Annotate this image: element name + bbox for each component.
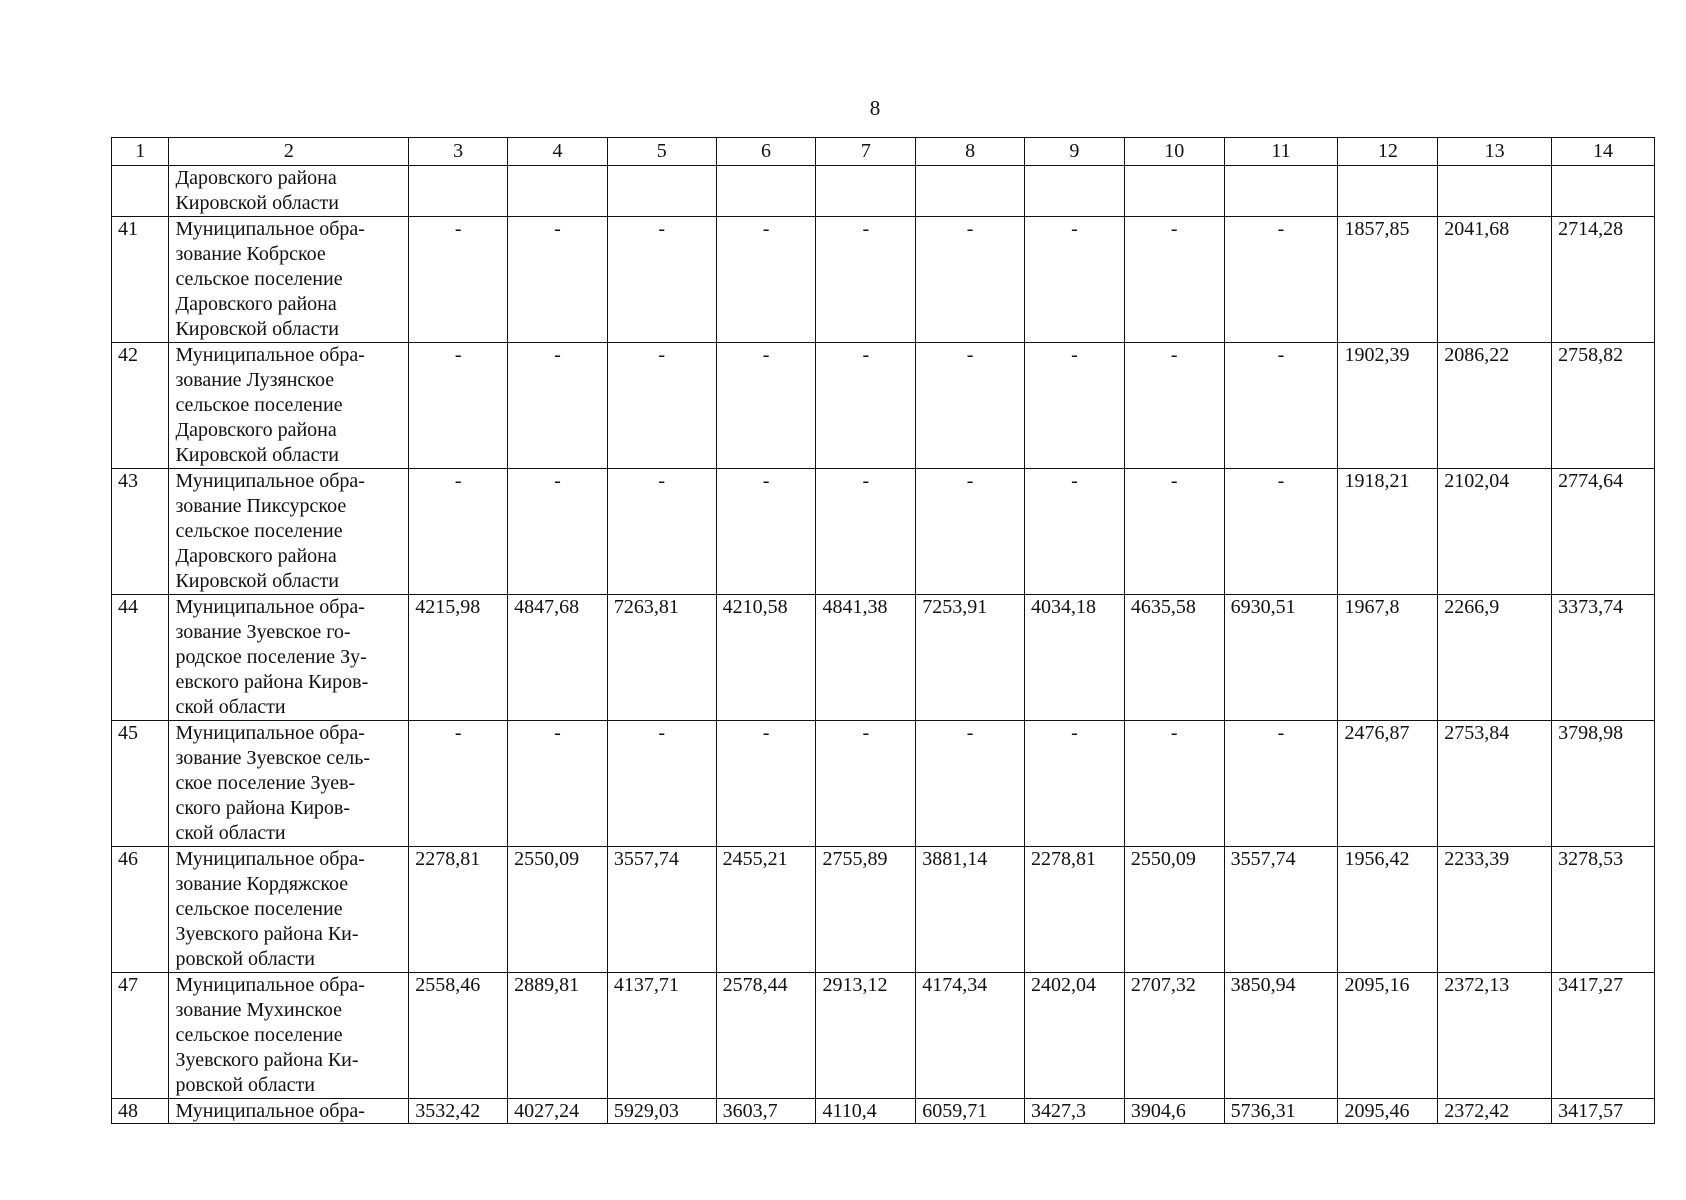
value-cell-col-12 (1338, 166, 1438, 217)
value-cell-col-9: 3427,3 (1025, 1099, 1125, 1124)
value-cell-col-8 (916, 166, 1025, 217)
value-cell-col-8: 7253,91 (916, 595, 1025, 721)
value-cell-col-4: 2550,09 (508, 847, 608, 973)
value-cell-col-3: - (409, 469, 508, 595)
value-cell-col-6: - (716, 469, 816, 595)
value-cell-col-5: - (607, 217, 716, 343)
value-cell-col-12: 1902,39 (1338, 343, 1438, 469)
value-cell-col-13: 2102,04 (1438, 469, 1552, 595)
table-row (112, 973, 1655, 1099)
value-cell-col-6: - (716, 217, 816, 343)
value-cell-col-4: - (508, 469, 608, 595)
value-cell-col-7: 2913,12 (816, 973, 916, 1099)
row-number-cell: 46 (112, 847, 169, 973)
value-cell-col-5 (607, 166, 716, 217)
row-number-cell: 47 (112, 973, 169, 1099)
value-cell-col-8: - (916, 343, 1025, 469)
value-cell-col-5: - (607, 469, 716, 595)
value-cell-col-6: - (716, 721, 816, 847)
value-cell-col-10: 3904,6 (1124, 1099, 1224, 1124)
value-cell-col-5: 3557,74 (607, 847, 716, 973)
value-cell-col-4 (508, 166, 608, 217)
value-cell-col-11: 6930,51 (1224, 595, 1338, 721)
value-cell-col-7: - (816, 343, 916, 469)
value-cell-col-9: - (1025, 469, 1125, 595)
value-cell-col-13: 2372,42 (1438, 1099, 1552, 1124)
column-header-8: 8 (916, 138, 1025, 166)
value-cell-col-14: 2714,28 (1552, 217, 1655, 343)
value-cell-col-14: 3417,57 (1552, 1099, 1655, 1124)
value-cell-col-14 (1552, 166, 1655, 217)
value-cell-col-12: 2476,87 (1338, 721, 1438, 847)
value-cell-col-13: 2233,39 (1438, 847, 1552, 973)
value-cell-col-6: - (716, 343, 816, 469)
value-cell-col-10: - (1124, 217, 1224, 343)
value-cell-col-4: 2889,81 (508, 973, 608, 1099)
value-cell-col-5: 7263,81 (607, 595, 716, 721)
value-cell-col-12: 1956,42 (1338, 847, 1438, 973)
column-header-3: 3 (409, 138, 508, 166)
value-cell-col-5: - (607, 343, 716, 469)
value-cell-col-4: - (508, 721, 608, 847)
value-cell-col-9: 2402,04 (1025, 973, 1125, 1099)
column-header-11: 11 (1224, 138, 1338, 166)
municipality-name-cell: Муниципальное обра- зование Кордяжское сельское поселение Зуевского района Ки- ровской области (169, 847, 409, 973)
value-cell-col-5: 5929,03 (607, 1099, 716, 1124)
value-cell-col-11: - (1224, 343, 1338, 469)
municipality-name-cell: Муниципальное обра- зование Зуевское сель- ское поселение Зуев- ского района Киров- ской области (169, 721, 409, 847)
column-header-14: 14 (1552, 138, 1655, 166)
value-cell-col-13: 2041,68 (1438, 217, 1552, 343)
value-cell-col-7: 4110,4 (816, 1099, 916, 1124)
value-cell-col-10: 2707,32 (1124, 973, 1224, 1099)
value-cell-col-14: 3373,74 (1552, 595, 1655, 721)
column-header-7: 7 (816, 138, 916, 166)
table-body (112, 166, 1655, 1124)
value-cell-col-9: 4034,18 (1025, 595, 1125, 721)
value-cell-col-3: 2278,81 (409, 847, 508, 973)
value-cell-col-3: - (409, 721, 508, 847)
tariff-table (111, 137, 1655, 1124)
value-cell-col-14: 3798,98 (1552, 721, 1655, 847)
value-cell-col-13 (1438, 166, 1552, 217)
table-header (112, 138, 1655, 166)
column-header-2: 2 (169, 138, 409, 166)
value-cell-col-8: 3881,14 (916, 847, 1025, 973)
municipality-name-cell: Муниципальное обра- зование Лузянское сельское поселение Даровского района Кировской области (169, 343, 409, 469)
value-cell-col-10: 2550,09 (1124, 847, 1224, 973)
column-header-4: 4 (508, 138, 608, 166)
value-cell-col-7: 2755,89 (816, 847, 916, 973)
column-header-5: 5 (607, 138, 716, 166)
value-cell-col-11: - (1224, 721, 1338, 847)
row-number-cell: 44 (112, 595, 169, 721)
value-cell-col-13: 2086,22 (1438, 343, 1552, 469)
column-header-1: 1 (112, 138, 169, 166)
value-cell-col-9: - (1025, 721, 1125, 847)
municipality-name-cell: Муниципальное обра- зование Пиксурское сельское поселение Даровского района Кировской области (169, 469, 409, 595)
value-cell-col-13: 2266,9 (1438, 595, 1552, 721)
value-cell-col-3 (409, 166, 508, 217)
municipality-name-cell: Муниципальное обра- зование Кобрское сельское поселение Даровского района Кировской области (169, 217, 409, 343)
row-number-cell: 48 (112, 1099, 169, 1124)
value-cell-col-3: - (409, 217, 508, 343)
value-cell-col-6: 3603,7 (716, 1099, 816, 1124)
value-cell-col-9: 2278,81 (1025, 847, 1125, 973)
table-row (112, 343, 1655, 469)
row-number-cell (112, 166, 169, 217)
column-header-9: 9 (1025, 138, 1125, 166)
value-cell-col-8: 4174,34 (916, 973, 1025, 1099)
value-cell-col-12: 2095,16 (1338, 973, 1438, 1099)
value-cell-col-8: - (916, 469, 1025, 595)
row-number-cell: 42 (112, 343, 169, 469)
value-cell-col-7 (816, 166, 916, 217)
value-cell-col-5: - (607, 721, 716, 847)
value-cell-col-14: 2774,64 (1552, 469, 1655, 595)
value-cell-col-6: 2578,44 (716, 973, 816, 1099)
table-row (112, 469, 1655, 595)
table-row (112, 847, 1655, 973)
page-number: 8 (869, 96, 881, 120)
value-cell-col-13: 2372,13 (1438, 973, 1552, 1099)
value-cell-col-5: 4137,71 (607, 973, 716, 1099)
value-cell-col-8: - (916, 217, 1025, 343)
value-cell-col-3: 2558,46 (409, 973, 508, 1099)
value-cell-col-4: - (508, 217, 608, 343)
value-cell-col-4: 4027,24 (508, 1099, 608, 1124)
value-cell-col-6 (716, 166, 816, 217)
value-cell-col-10: - (1124, 721, 1224, 847)
value-cell-col-11: 3850,94 (1224, 973, 1338, 1099)
value-cell-col-10: 4635,58 (1124, 595, 1224, 721)
value-cell-col-7: - (816, 469, 916, 595)
value-cell-col-11: - (1224, 469, 1338, 595)
value-cell-col-14: 3417,27 (1552, 973, 1655, 1099)
value-cell-col-13: 2753,84 (1438, 721, 1552, 847)
value-cell-col-12: 1967,8 (1338, 595, 1438, 721)
value-cell-col-6: 2455,21 (716, 847, 816, 973)
value-cell-col-10 (1124, 166, 1224, 217)
column-header-10: 10 (1124, 138, 1224, 166)
value-cell-col-4: 4847,68 (508, 595, 608, 721)
value-cell-col-9 (1025, 166, 1125, 217)
value-cell-col-11: 5736,31 (1224, 1099, 1338, 1124)
municipality-name-cell: Муниципальное обра- (169, 1099, 409, 1124)
municipality-name-cell: Муниципальное обра- зование Зуевское го- родское поселение Зу- евского района Киров- ской области (169, 595, 409, 721)
municipality-name-cell: Муниципальное обра- зование Мухинское сельское поселение Зуевского района Ки- ровской области (169, 973, 409, 1099)
value-cell-col-3: 3532,42 (409, 1099, 508, 1124)
value-cell-col-10: - (1124, 469, 1224, 595)
row-number-cell: 41 (112, 217, 169, 343)
row-number-cell: 43 (112, 469, 169, 595)
value-cell-col-7: 4841,38 (816, 595, 916, 721)
column-header-6: 6 (716, 138, 816, 166)
value-cell-col-14: 3278,53 (1552, 847, 1655, 973)
value-cell-col-7: - (816, 217, 916, 343)
value-cell-col-9: - (1025, 217, 1125, 343)
value-cell-col-8: - (916, 721, 1025, 847)
table-row (112, 166, 1655, 217)
value-cell-col-6: 4210,58 (716, 595, 816, 721)
value-cell-col-3: - (409, 343, 508, 469)
municipality-name-cell: Даровского района Кировской области (169, 166, 409, 217)
value-cell-col-11: 3557,74 (1224, 847, 1338, 973)
table-row (112, 217, 1655, 343)
value-cell-col-11: - (1224, 217, 1338, 343)
row-number-cell: 45 (112, 721, 169, 847)
value-cell-col-3: 4215,98 (409, 595, 508, 721)
header-row (112, 138, 1655, 166)
value-cell-col-12: 2095,46 (1338, 1099, 1438, 1124)
value-cell-col-10: - (1124, 343, 1224, 469)
table-row (112, 1099, 1655, 1124)
table-row (112, 721, 1655, 847)
value-cell-col-14: 2758,82 (1552, 343, 1655, 469)
value-cell-col-7: - (816, 721, 916, 847)
table-row (112, 595, 1655, 721)
value-cell-col-12: 1918,21 (1338, 469, 1438, 595)
column-header-12: 12 (1338, 138, 1438, 166)
column-header-13: 13 (1438, 138, 1552, 166)
value-cell-col-11 (1224, 166, 1338, 217)
value-cell-col-9: - (1025, 343, 1125, 469)
value-cell-col-4: - (508, 343, 608, 469)
value-cell-col-8: 6059,71 (916, 1099, 1025, 1124)
value-cell-col-12: 1857,85 (1338, 217, 1438, 343)
